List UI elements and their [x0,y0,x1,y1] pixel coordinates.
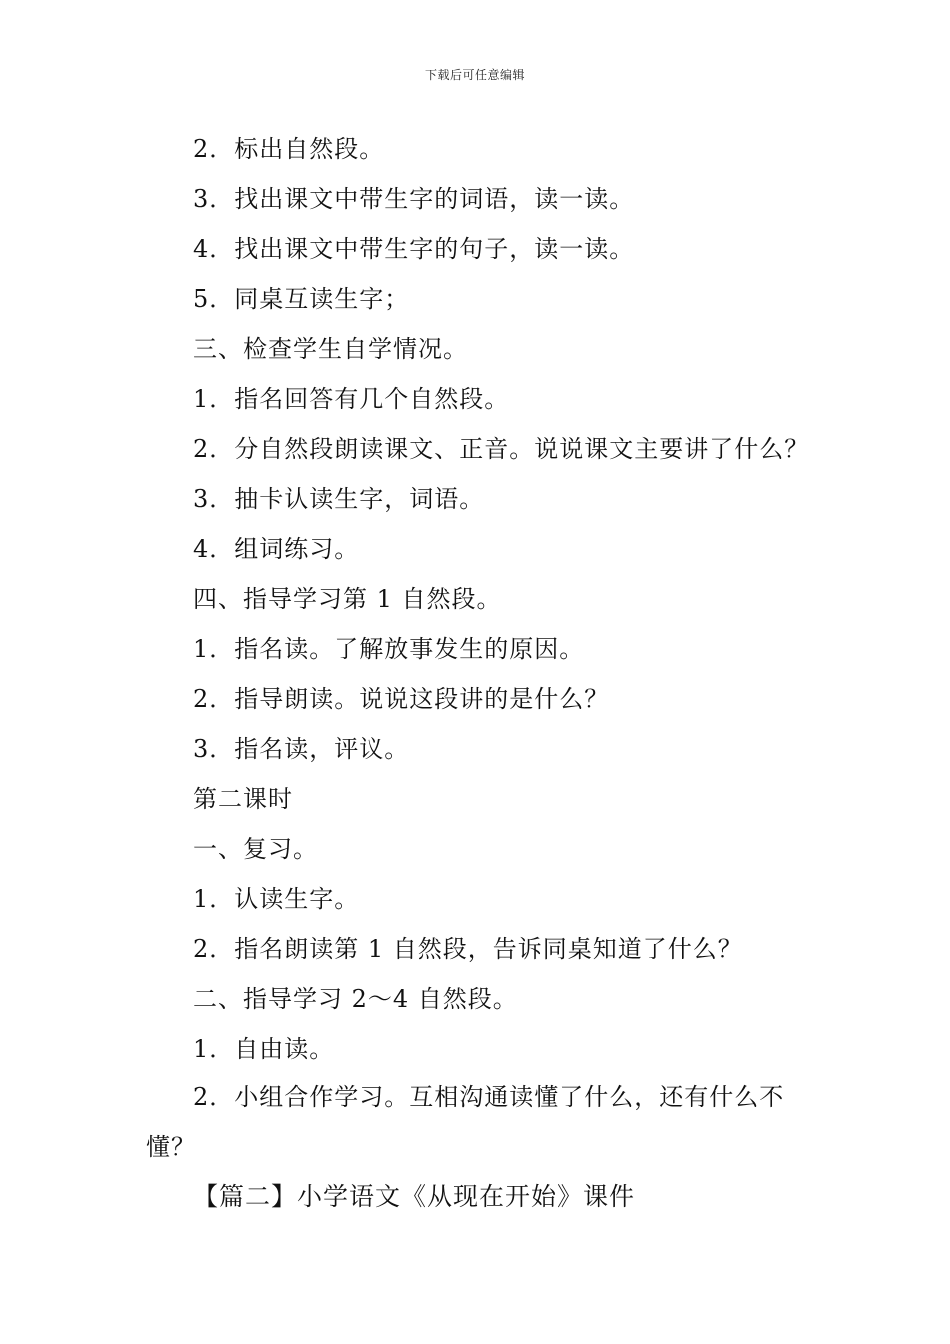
text-line: 2．指导朗读。说说这段讲的是什么？ [193,685,610,713]
text-line: 4．找出课文中带生字的句子，读一读。 [193,235,635,263]
text-line: 3．找出课文中带生字的词语，读一读。 [193,185,635,213]
text-line: 2．指名朗读第 1 自然段，告诉同桌知道了什么？ [193,935,743,963]
text-line: 4．组词练习。 [193,535,360,563]
section-title: 【篇二】小学语文《从现在开始》课件 [193,1182,636,1211]
page-header: 下载后可任意编辑 [424,68,525,82]
text-line: 1．指名读。了解放事发生的原因。 [193,635,585,663]
text-line: 三、检查学生自学情况。 [193,335,468,363]
text-line: 5．同桌互读生字； [193,285,410,313]
text-line: 二、指导学习 2～4 自然段。 [193,985,518,1013]
text-line: 2．标出自然段。 [193,135,385,163]
text-line: 四、指导学习第 1 自然段。 [193,585,502,613]
text-line: 3．指名读，评议。 [193,735,410,763]
text-line: 1．认读生字。 [193,885,360,913]
text-line: 一、复习。 [193,835,318,863]
lesson-heading: 第二课时 [193,785,293,813]
text-line: 3．抽卡认读生字，词语。 [193,485,485,513]
text-line: 1．自由读。 [193,1035,335,1063]
text-line: 2．小组合作学习。互相沟通读懂了什么，还有什么不 [193,1083,785,1111]
text-line: 1．指名回答有几个自然段。 [193,385,510,413]
text-line: 2．分自然段朗读课文、正音。说说课文主要讲了什么？ [193,435,810,463]
text-line-continuation: 懂？ [146,1133,196,1161]
